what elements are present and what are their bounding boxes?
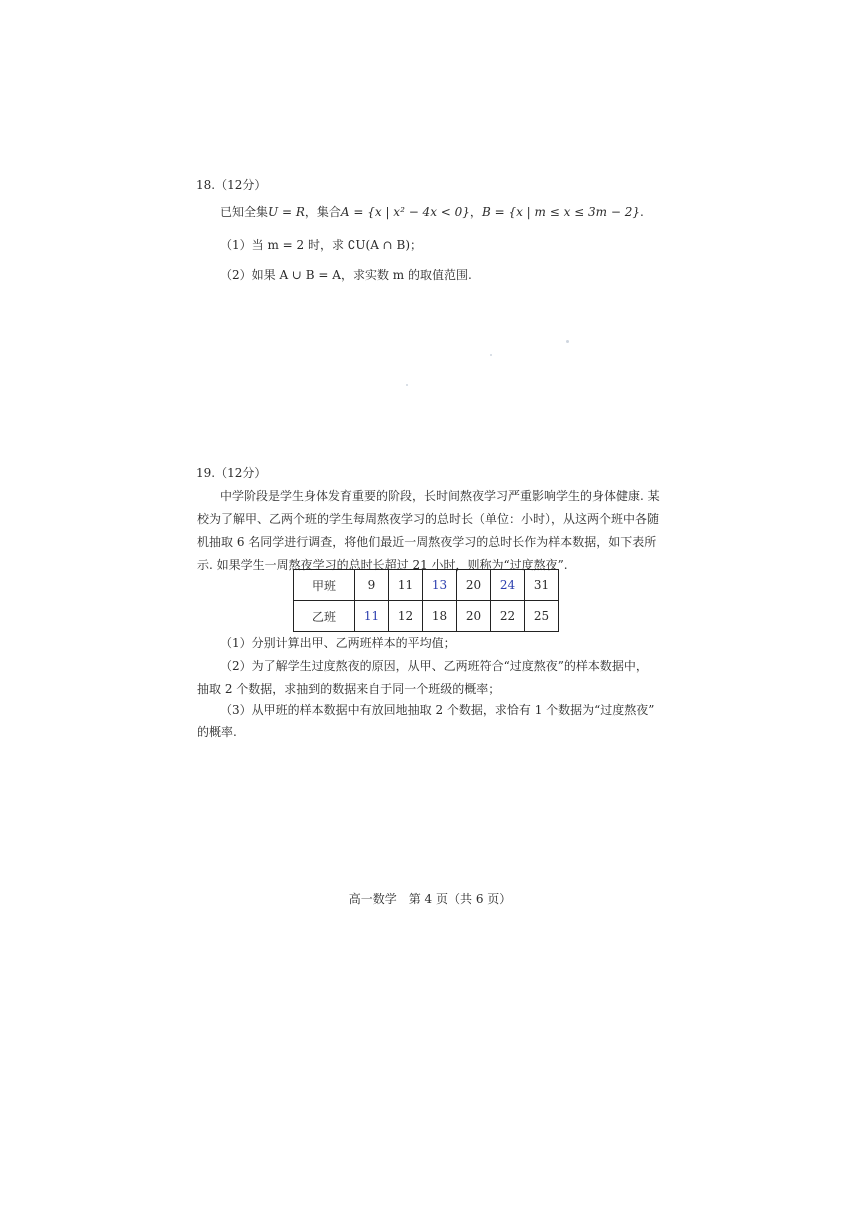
q19-part3-line-1: （3）从甲班的样本数据中有放回地抽取 2 个数据，求恰有 1 个数据为“过度熬夜” [220, 703, 655, 717]
q18-stem-end: . [640, 205, 644, 219]
q18-universal-set: U = R [268, 205, 305, 219]
table-cell: 9 [355, 570, 389, 601]
scan-speck [406, 384, 408, 386]
q19-paragraph-line-1: 中学阶段是学生身体发育重要的阶段，长时间熬夜学习严重影响学生的身体健康. 某 [220, 489, 660, 503]
q19-paragraph-line-2: 校为了解甲、乙两个班的学生每周熬夜学习的总时长（单位：小时），从这两个班中各随 [197, 512, 660, 526]
q19-part2-line-2: 抽取 2 个数据，求抽到的数据来自于同一个班级的概率； [197, 682, 501, 696]
q19-part1: （1）分别计算出甲、乙两班样本的平均值； [220, 636, 456, 650]
table-cell: 20 [457, 570, 491, 601]
q18-stem-mid: ，集合 [304, 205, 341, 219]
scan-speck [566, 340, 569, 343]
table-cell: 31 [525, 570, 559, 601]
table-row-class-jia [294, 570, 559, 601]
page-footer: 高一数学 第 4 页（共 6 页） [348, 892, 512, 906]
table-cell: 18 [423, 601, 457, 632]
study-hours-table [293, 569, 559, 632]
q19-number: 19.（12分） [196, 466, 267, 480]
scan-speck [490, 354, 492, 356]
q19-paragraph-line-3: 机抽取 6 名同学进行调查，将他们最近一周熬夜学习的总时长作为样本数据，如下表所 [197, 535, 657, 549]
q19-part3-line-2: 的概率. [197, 725, 237, 739]
q19-paragraph-line-4: 示. 如果学生一周熬夜学习的总时长超过 21 小时，则称为“过度熬夜”. [197, 558, 568, 572]
table-row-label: 乙班 [294, 601, 355, 632]
table-row-class-yi [294, 601, 559, 632]
table-cell: 25 [525, 601, 559, 632]
table-cell: 11 [389, 570, 423, 601]
table-cell: 24 [491, 570, 525, 601]
q18-stem-prefix: 已知全集 [220, 205, 269, 219]
q18-number: 18.（12分） [196, 178, 267, 192]
table-cell: 12 [389, 601, 423, 632]
table-row-label: 甲班 [294, 570, 355, 601]
q18-set-a: A = {x | x² − 4x < 0} [340, 205, 470, 219]
q18-stem-sep: ， [469, 205, 482, 219]
table-cell: 11 [355, 601, 389, 632]
table-cell: 13 [423, 570, 457, 601]
q18-set-b: B = {x | m ≤ x ≤ 3m − 2} [481, 205, 640, 219]
table-cell: 22 [491, 601, 525, 632]
table-cell: 20 [457, 601, 491, 632]
q19-part2-line-1: （2）为了解学生过度熬夜的原因，从甲、乙两班符合“过度熬夜”的样本数据中， [220, 659, 648, 673]
q18-part2: （2）如果 A ∪ B = A，求实数 m 的取值范围. [220, 268, 472, 282]
q18-stem [220, 203, 644, 221]
q18-part1: （1）当 m = 2 时，求 ∁U(A ∩ B)； [220, 238, 423, 252]
